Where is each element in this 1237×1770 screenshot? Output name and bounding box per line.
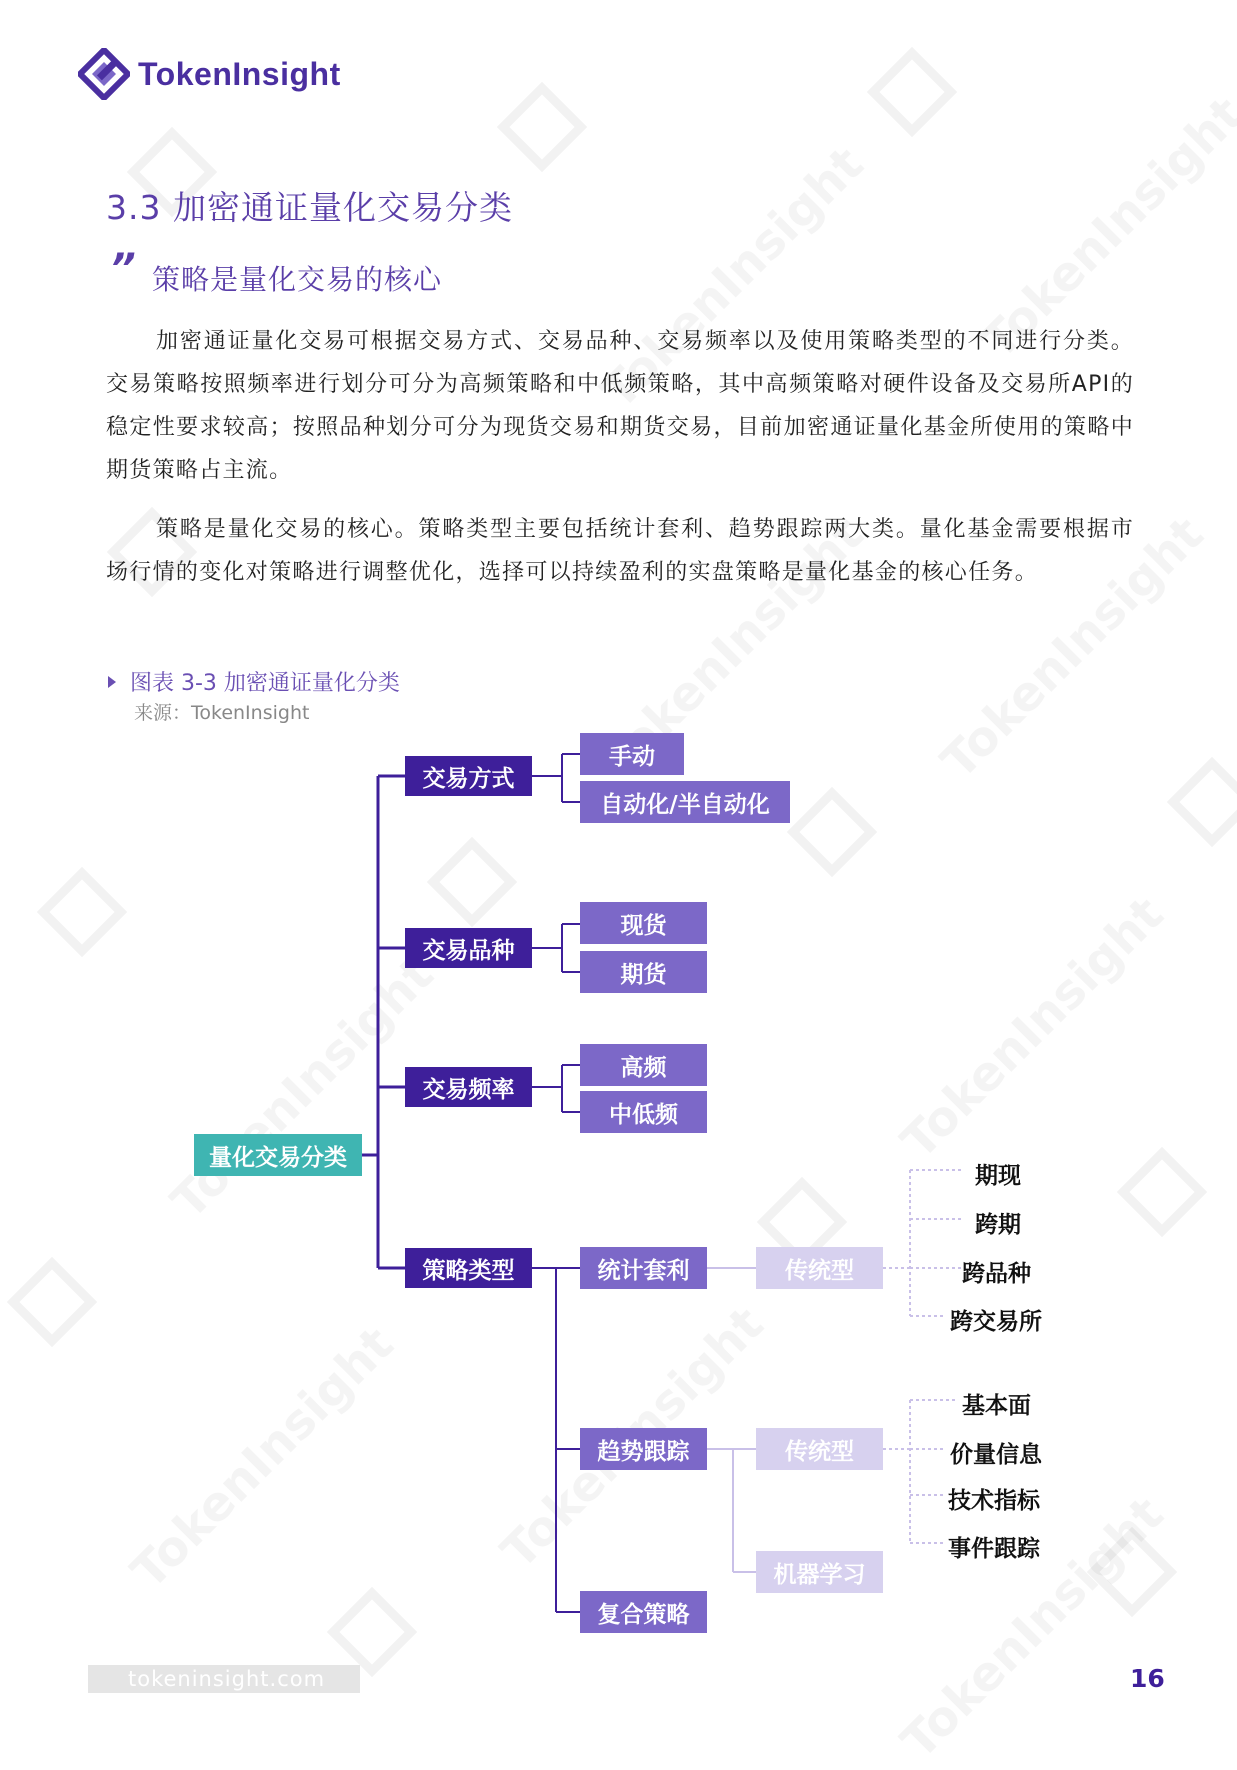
- node-futures: 期货: [580, 951, 707, 993]
- page-number: 16: [1130, 1664, 1165, 1693]
- node-machine-learning: 机器学习: [756, 1551, 883, 1593]
- paragraph-1: 加密通证量化交易可根据交易方式、交易品种、交易频率以及使用策略类型的不同进行分类。交易策略按照频率进行划分可分为高频策略和中低频策略，其中高频策略对硬件设备及交易所API的稳定性要求较高；按照品种划分可分为现货交易和期货交易，目前加密通证量化基金所使用的策略中期货策略占主流。: [106, 329, 1134, 483]
- figure-caption-text: 图表 3-3 加密通证量化分类: [130, 671, 400, 696]
- leaf-cross-variety: 跨品种: [962, 1261, 1031, 1287]
- leaf-cross-exchange: 跨交易所: [950, 1309, 1042, 1335]
- node-high-frequency: 高频: [580, 1044, 707, 1086]
- node-stat-arb: 统计套利: [580, 1247, 707, 1289]
- leaf-price-volume: 价量信息: [950, 1442, 1042, 1468]
- node-spot: 现货: [580, 902, 707, 944]
- quote-mark-icon: ”: [110, 246, 136, 292]
- node-manual: 手动: [580, 733, 684, 775]
- section-subtitle: 策略是量化交易的核心: [152, 263, 443, 296]
- brand-name: TokenInsight: [138, 55, 341, 92]
- node-trade-frequency: 交易频率: [405, 1067, 532, 1107]
- node-stat-arb-traditional: 传统型: [756, 1247, 883, 1289]
- node-mid-low-frequency: 中低频: [580, 1091, 707, 1133]
- paragraph-2: 策略是量化交易的核心。策略类型主要包括统计套利、趋势跟踪两大类。量化基金需要根据市场行情的变化对策略进行调整优化，选择可以持续盈利的实盘策略是量化基金的核心任务。: [106, 517, 1134, 585]
- node-automated: 自动化/半自动化: [580, 781, 790, 823]
- leaf-intertemporal: 跨期: [975, 1212, 1021, 1238]
- node-trade-method: 交易方式: [405, 756, 532, 796]
- diagram-root-node: 量化交易分类: [194, 1134, 362, 1176]
- node-trend-traditional: 传统型: [756, 1428, 883, 1470]
- leaf-technical-indicators: 技术指标: [948, 1488, 1040, 1514]
- node-trade-variety: 交易品种: [405, 928, 532, 968]
- leaf-spot-futures: 期现: [975, 1163, 1021, 1189]
- section-title: 3.3 加密通证量化交易分类: [106, 188, 513, 227]
- node-trend: 趋势跟踪: [580, 1428, 707, 1470]
- leaf-fundamentals: 基本面: [962, 1393, 1031, 1419]
- node-strategy-type: 策略类型: [405, 1248, 532, 1288]
- leaf-event-tracking: 事件跟踪: [948, 1536, 1040, 1562]
- node-composite: 复合策略: [580, 1591, 707, 1633]
- figure-source: 来源：TokenInsight: [134, 702, 310, 724]
- footer-url: tokeninsight.com: [88, 1665, 360, 1693]
